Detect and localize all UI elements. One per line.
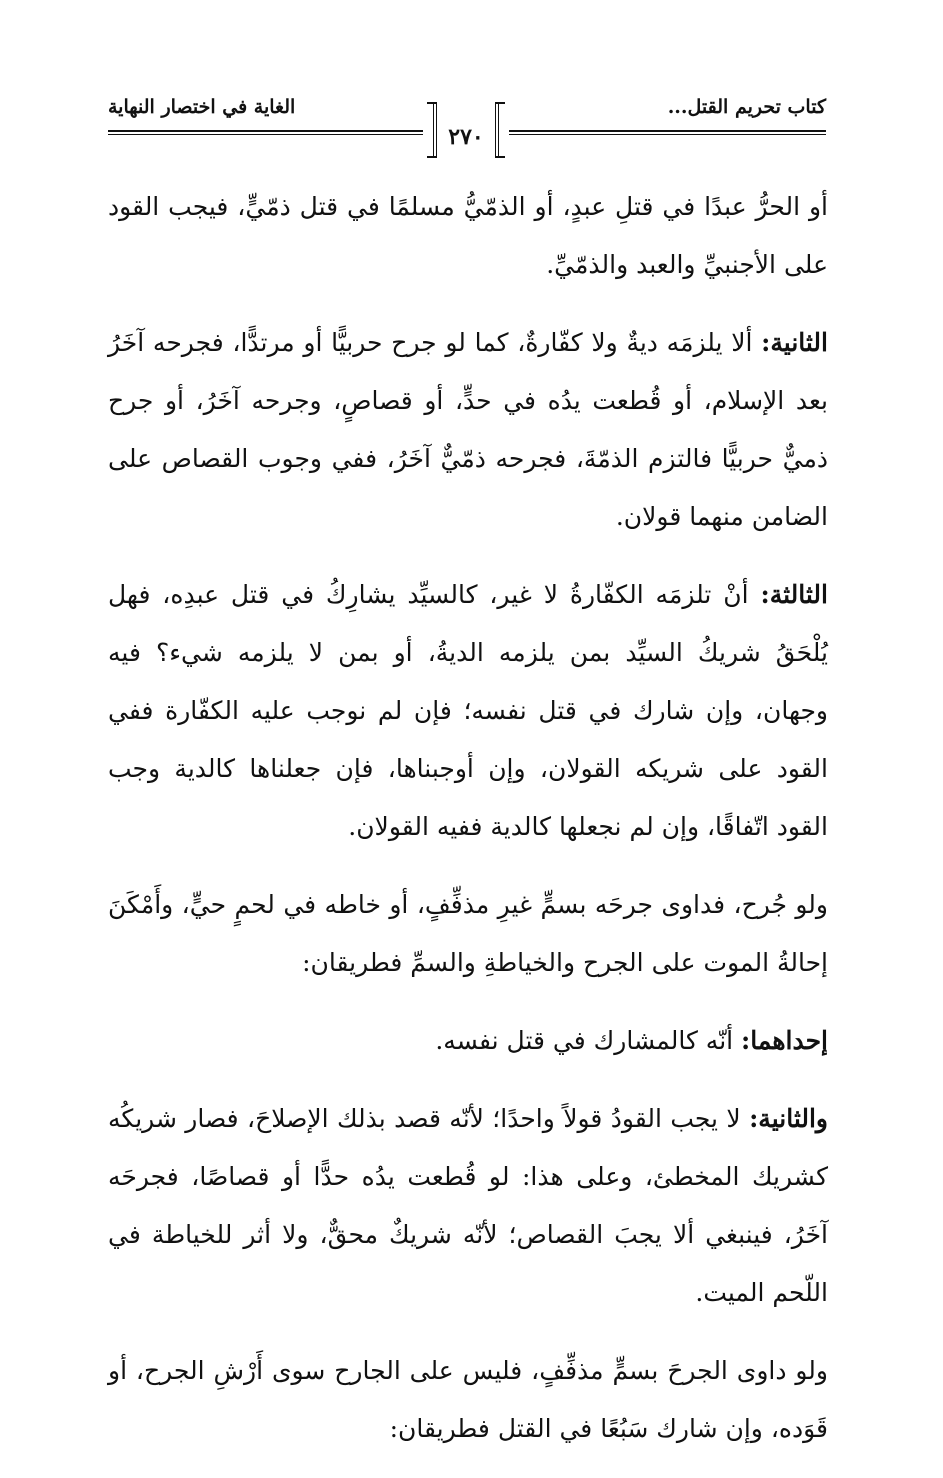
paragraph-text: أنْ تلزمَه الكفّارةُ لا غير، كالسيِّد يشارِكُ في قتل عبدِه، فهل يُلْحَقُ شريكُ السيِّد بمن يلزمه الديةُ، أو بمن لا يلزمه شيء؟ فيه وجهان، وإن شارك في قتل نفسه؛ فإن لم نوجب عليه الكفّارة ففي القود على شريكه القولان، وإن أوجبناها، فإن جعلناها كالدية وجب القود اتّفاقًا، وإن لم نجعلها كالدية ففيه القولان. xyxy=(108,580,828,841)
paragraph-7 xyxy=(108,1342,828,1458)
paragraph-text: ألا يلزمَه ديةٌ ولا كفّارةٌ، كما لو جرح حربيًّا أو مرتدًّا، فجرحه آخَرُ بعد الإسلام، أو قُطعت يدُه في حدٍّ، أو قصاصٍ، وجرحه آخَرُ، أو جرح ذميٌّ حربيًّا فالتزم الذمّةَ، فجرحه ذمّيٌّ آخَرُ، ففي وجوب القصاص على الضامن منهما قولان. xyxy=(108,328,828,531)
paragraph-text: لا يجب القودُ قولاً واحدًا؛ لأنّه قصد بذلك الإصلاحَ، فصار شريكُه كشريك المخطئ، وعلى هذا: لو قُطعت يدُه حدًّا أو قصاصًا، فجرحَه آخَرُ، فينبغي ألا يجبَ القصاص؛ لأنّه شريكٌ محقٌّ، ولا أثر للخياطة في اللّحم الميت. xyxy=(108,1104,828,1307)
frame-corner xyxy=(427,102,437,110)
book-title: الغاية في اختصار النهاية xyxy=(108,96,296,118)
frame-corner xyxy=(427,150,437,158)
frame-corner xyxy=(495,102,505,110)
page-number: ٢٧٠ xyxy=(448,124,484,150)
paragraph-1 xyxy=(108,178,828,294)
paragraph-text: أنّه كالمشارك في قتل نفسه. xyxy=(435,1026,742,1055)
paragraph-lead: إحداهما: xyxy=(741,1026,828,1055)
running-header xyxy=(108,92,826,162)
paragraph-lead: الثانية: xyxy=(761,328,828,357)
body-text xyxy=(108,178,828,1478)
paragraph-5 xyxy=(108,1012,828,1070)
page-number-frame xyxy=(423,100,509,160)
paragraph-text: ولو داوى الجرحَ بسمٍّ مذفِّفٍ، فليس على الجارح سوى أَرْشِ الجرح، أو قَوَده، وإن شارك سَبُعًا في القتل فطريقان: xyxy=(108,1356,828,1443)
chapter-title: كتاب تحريم القتل... xyxy=(667,96,826,118)
paragraph-4 xyxy=(108,876,828,992)
paragraph-text: أو الحرُّ عبدًا في قتلِ عبدٍ، أو الذمّيُّ مسلمًا في قتل ذمّيٍّ، فيجب القود على الأجنبيِّ والعبد والذمّيِّ. xyxy=(108,192,828,279)
paragraph-2 xyxy=(108,314,828,546)
paragraph-6 xyxy=(108,1090,828,1322)
paragraph-lead: الثالثة: xyxy=(760,580,828,609)
paragraph-3 xyxy=(108,566,828,856)
frame-corner xyxy=(495,150,505,158)
paragraph-text: ولو جُرح، فداوى جرحَه بسمٍّ غيرِ مذفِّفٍ، أو خاطه في لحمٍ حيٍّ، وأَمْكَنَ إحالةُ الموت على الجرح والخياطةِ والسمِّ فطريقان: xyxy=(108,890,828,977)
paragraph-lead: والثانية: xyxy=(749,1104,828,1133)
